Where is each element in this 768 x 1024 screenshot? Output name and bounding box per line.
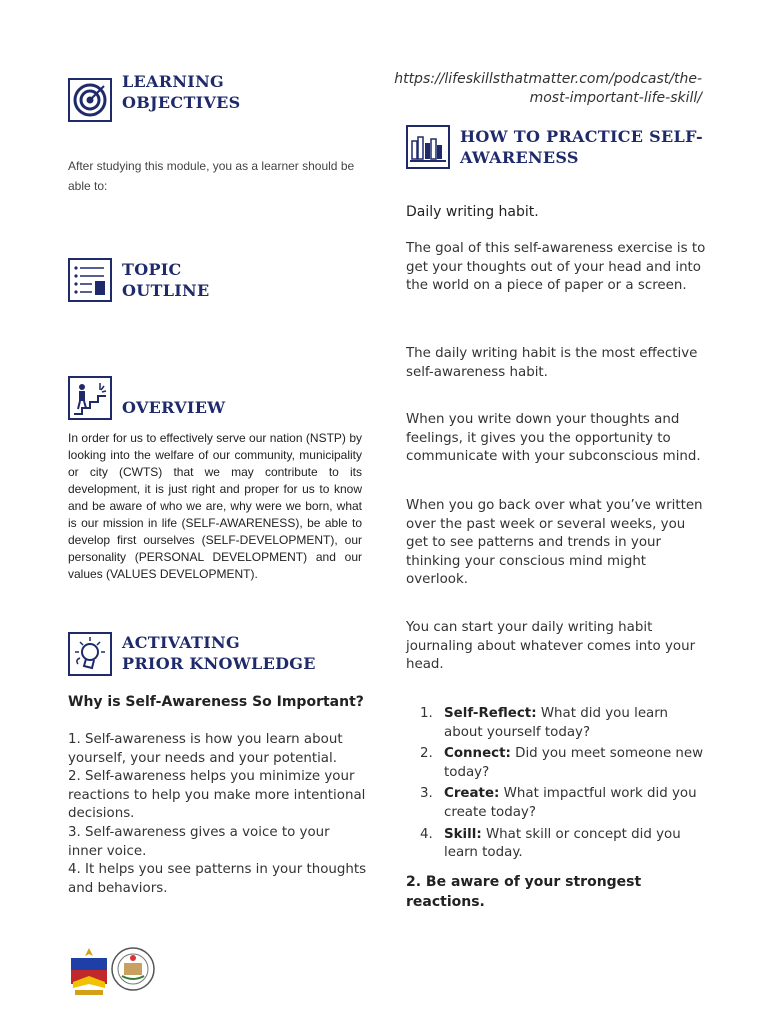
list-item: 2. Connect: Did you meet someone new today? bbox=[420, 746, 704, 780]
habit-paragraph: You can start your daily writing habit journaling about whatever comes into your head. bbox=[406, 620, 696, 673]
deped-seal-icon bbox=[67, 946, 111, 1000]
learning-objectives-heading: LEARNING OBJECTIVES bbox=[122, 72, 241, 112]
list-item: 4. Skill: What skill or concept did you learn today. bbox=[420, 826, 681, 861]
list-item: 1. Self-Reflect: What did you learn about yourself today? bbox=[420, 706, 669, 740]
strongest-reactions-heading: 2. Be aware of your strongest reactions. bbox=[406, 874, 642, 910]
point-item: 3. Self-awareness gives a voice to your inner voice. bbox=[68, 824, 330, 859]
lightbulb-icon bbox=[68, 632, 112, 676]
outline-list-icon bbox=[68, 258, 112, 302]
target-icon bbox=[68, 78, 112, 122]
university-seal-icon bbox=[110, 946, 156, 996]
practice-heading: HOW TO PRACTICE SELF- AWARENESS bbox=[460, 127, 703, 167]
learning-objectives-intro: After studying this module, you as a learner should be able to: bbox=[68, 159, 355, 193]
activating-heading: ACTIVATING PRIOR KNOWLEDGE bbox=[122, 633, 316, 673]
topic-outline-heading: TOPIC OUTLINE bbox=[122, 260, 210, 300]
point-item: 2. Self-awareness helps you minimize your reactions to help you make more intentional decisions. bbox=[68, 769, 366, 822]
habit-paragraph: The goal of this self-awareness exercise is to get your thoughts out of your head and into the world on a piece of paper or a screen. bbox=[406, 241, 706, 294]
habit-title: Daily writing habit. bbox=[406, 204, 539, 220]
books-icon bbox=[406, 125, 450, 169]
stairs-climber-icon bbox=[68, 376, 112, 420]
importance-question: Why is Self-Awareness So Important? bbox=[68, 694, 364, 710]
writing-steps-list bbox=[406, 705, 706, 866]
source-link[interactable]: https://lifeskillsthatmatter.com/podcast/the-most-important-life-skill/ bbox=[394, 71, 702, 106]
list-item: 3. Create: What impactful work did you create today? bbox=[420, 786, 697, 820]
habit-paragraph: The daily writing habit is the most effective self-awareness habit. bbox=[406, 346, 698, 380]
point-item: 1. Self-awareness is how you learn about yourself, your needs and your potential. bbox=[68, 732, 343, 766]
overview-heading: OVERVIEW bbox=[122, 398, 226, 417]
overview-text: In order for us to effectively serve our nation (NSTP) by looking into the welfare of our community, municipality or city (CWTS) that we may contribute to its development, it is just right and proper for us to know and be aware of who we are, why were we born, what is our mission in life (SELF-AWARENESS), be able to develop first ourselves (SELF-DEVELOPMENT), our personality (PERSONAL DEVELOPMENT) and our values (VALUES DEVELOPMENT). bbox=[68, 431, 362, 581]
importance-points bbox=[68, 731, 368, 898]
point-item: 4. It helps you see patterns in your thoughts and behaviors. bbox=[68, 862, 367, 896]
habit-paragraph: When you write down your thoughts and feelings, it gives you the opportunity to communicate with your subconscious mind. bbox=[406, 412, 701, 465]
habit-paragraph: When you go back over what you’ve written over the past week or several weeks, you get to see patterns and trends in your thinking your conscious mind might overlook. bbox=[406, 498, 703, 588]
